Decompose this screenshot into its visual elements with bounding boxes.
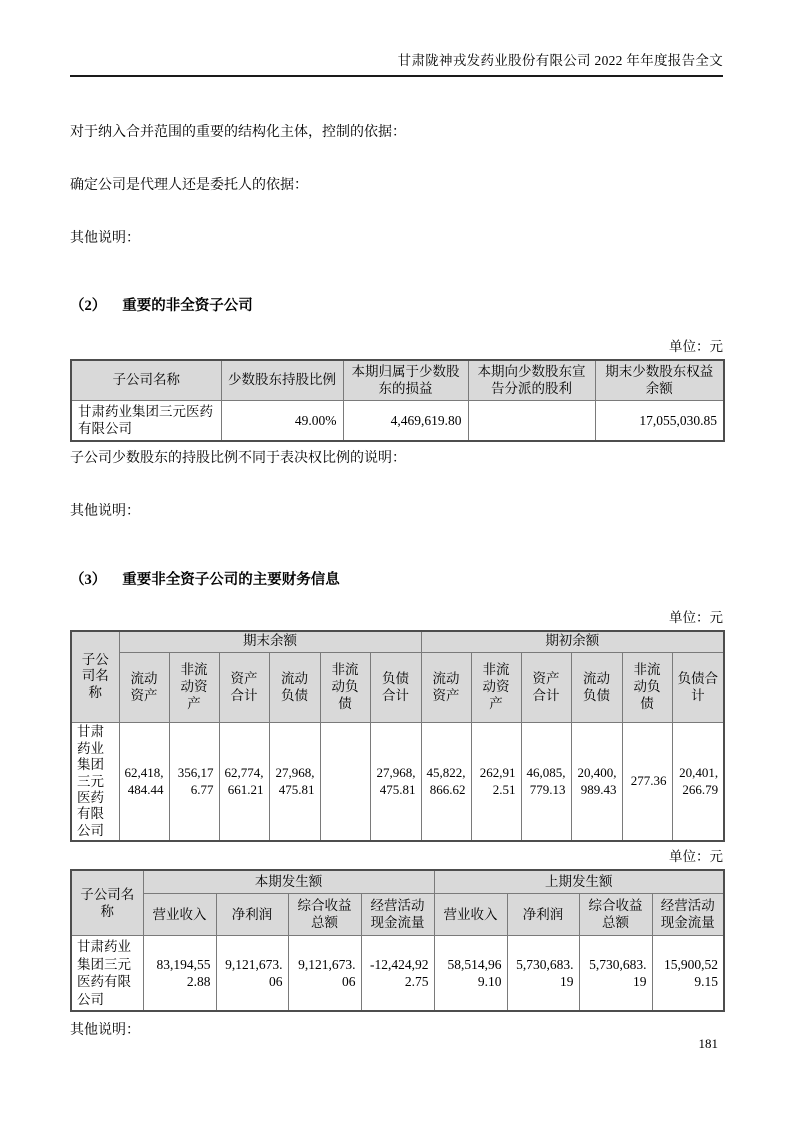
table3-subheader-net-profit-current: 净利润 <box>216 893 288 935</box>
table3-subheader-comprehensive-income-current: 综合收益总额 <box>288 893 361 935</box>
table1-cell-minority-pnl: 4,469,619.80 <box>343 400 468 441</box>
table3-cell-operating-cashflow-current: -12,424,922.75 <box>361 935 434 1011</box>
table1-cell-declared-dividend <box>468 400 595 441</box>
table1-header-row <box>71 360 724 401</box>
table3-cell-net-profit-prior: 5,730,683.19 <box>507 935 579 1011</box>
table3-data-row <box>71 935 724 1011</box>
table2-cell-current-liabilities-begin: 20,400,989.43 <box>571 723 622 842</box>
table2-subheader-noncurrent-liabilities-begin: 非流动负债 <box>622 653 672 723</box>
table3-corner-subsidiary-name: 子公司名称 <box>71 870 143 935</box>
table1-data-row <box>71 400 724 441</box>
table2-group-header-row <box>71 631 724 653</box>
table3-cell-operating-cashflow-prior: 15,900,529.15 <box>652 935 724 1011</box>
table1-cell-minority-ratio: 49.00% <box>221 400 343 441</box>
table1-header-minority-ratio: 少数股东持股比例 <box>221 360 343 401</box>
table2-cell-noncurrent-liabilities-begin: 277.36 <box>622 723 672 842</box>
table2-subheader-total-liabilities-end: 负债合计 <box>370 653 421 723</box>
table3-subheader-revenue-current: 营业收入 <box>143 893 216 935</box>
table3-cell-subsidiary-name: 甘肃药业集团三元医药有限公司 <box>71 935 143 1011</box>
paragraph-structured-entity-basis: 对于纳入合并范围的重要的结构化主体，控制的依据： <box>70 125 406 140</box>
table2-corner-subsidiary-name: 子公司名称 <box>71 631 119 723</box>
table3-cell-comprehensive-income-current: 9,121,673.06 <box>288 935 361 1011</box>
header-divider-line <box>70 75 723 77</box>
table2-cell-noncurrent-assets-begin: 262,912.51 <box>471 723 521 842</box>
table2-cell-total-assets-begin: 46,085,779.13 <box>521 723 571 842</box>
table3-cell-net-profit-current: 9,121,673.06 <box>216 935 288 1011</box>
financial-position-table <box>70 630 725 843</box>
table3-subheader-operating-cashflow-prior: 经营活动现金流量 <box>652 893 724 935</box>
table2-cell-current-assets-begin: 45,822,866.62 <box>421 723 471 842</box>
table1-cell-ending-equity: 17,055,030.85 <box>595 400 724 441</box>
table2-subheader-total-assets-end: 资产合计 <box>219 653 269 723</box>
table2-subheader-current-liabilities-begin: 流动负债 <box>571 653 622 723</box>
table2-cell-subsidiary-name: 甘肃药业集团三元医药有限公司 <box>71 723 119 842</box>
paragraph-other-notes-3: 其他说明： <box>70 1023 140 1039</box>
table1-header-declared-dividend: 本期向少数股东宣告分派的股利 <box>468 360 595 401</box>
table3-cell-revenue-current: 83,194,552.88 <box>143 935 216 1011</box>
table2-cell-total-liabilities-begin: 20,401,266.79 <box>672 723 724 842</box>
table1-cell-subsidiary-name: 甘肃药业集团三元医药有限公司 <box>71 400 221 441</box>
table2-cell-noncurrent-liabilities-end <box>320 723 370 842</box>
table2-data-row <box>71 723 724 842</box>
table3-cell-revenue-prior: 58,514,969.10 <box>434 935 507 1011</box>
table1-header-subsidiary-name: 子公司名称 <box>71 360 221 401</box>
table3-sub-header-row <box>71 893 724 935</box>
table2-cell-current-assets-end: 62,418,484.44 <box>119 723 169 842</box>
section-2-number: （2） <box>70 297 107 314</box>
table2-subheader-current-assets-begin: 流动资产 <box>421 653 471 723</box>
operating-results-table <box>70 869 725 1012</box>
non-wholly-owned-subsidiary-table <box>70 359 725 442</box>
table1-header-ending-equity: 期末少数股东权益余额 <box>595 360 724 401</box>
section-heading-2 <box>70 294 723 315</box>
table3-cell-comprehensive-income-prior: 5,730,683.19 <box>579 935 652 1011</box>
section-3-number: （3） <box>70 571 107 588</box>
table2-group-ending-balance: 期末余额 <box>119 631 421 653</box>
table2-subheader-noncurrent-liabilities-end: 非流动负债 <box>320 653 370 723</box>
section-2-title: 重要的非全资子公司 <box>122 297 253 314</box>
table2-cell-total-liabilities-end: 27,968,475.81 <box>370 723 421 842</box>
table2-subheader-current-assets-end: 流动资产 <box>119 653 169 723</box>
table2-sub-header-row <box>71 653 724 723</box>
table1-header-minority-pnl: 本期归属于少数股东的损益 <box>343 360 468 401</box>
table2-subheader-total-assets-begin: 资产合计 <box>521 653 571 723</box>
unit-label-1: 单位：元 <box>669 338 723 354</box>
table3-group-current-period: 本期发生额 <box>143 870 434 893</box>
table2-subheader-noncurrent-assets-end: 非流动资产 <box>169 653 219 723</box>
table2-cell-noncurrent-assets-end: 356,176.77 <box>169 723 219 842</box>
page-number: 181 <box>698 1036 718 1051</box>
table3-subheader-revenue-prior: 营业收入 <box>434 893 507 935</box>
table2-group-beginning-balance: 期初余额 <box>421 631 724 653</box>
table2-subheader-current-liabilities-end: 流动负债 <box>269 653 320 723</box>
table3-subheader-comprehensive-income-prior: 综合收益总额 <box>579 893 652 935</box>
table3-subheader-net-profit-prior: 净利润 <box>507 893 579 935</box>
paragraph-other-notes-2: 其他说明： <box>70 503 140 519</box>
report-header-title: 甘肃陇神戎发药业股份有限公司 2022 年年度报告全文 <box>397 53 723 68</box>
unit-label-2: 单位：元 <box>669 609 723 625</box>
table3-group-prior-period: 上期发生额 <box>434 870 724 893</box>
table3-group-header-row <box>71 870 724 893</box>
table2-subheader-noncurrent-assets-begin: 非流动资产 <box>471 653 521 723</box>
unit-label-3: 单位：元 <box>669 849 723 865</box>
paragraph-other-notes-1: 其他说明： <box>70 230 140 246</box>
section-3-title: 重要非全资子公司的主要财务信息 <box>122 571 340 588</box>
table2-subheader-total-liabilities-begin: 负债合计 <box>672 653 724 723</box>
table2-cell-current-liabilities-end: 27,968,475.81 <box>269 723 320 842</box>
table3-subheader-operating-cashflow-current: 经营活动现金流量 <box>361 893 434 935</box>
section-heading-3 <box>70 568 723 589</box>
paragraph-minority-voting-explanation: 子公司少数股东的持股比例不同于表决权比例的说明： <box>70 450 406 466</box>
paragraph-agent-or-principal-basis: 确定公司是代理人还是委托人的依据： <box>70 177 308 193</box>
table2-cell-total-assets-end: 62,774,661.21 <box>219 723 269 842</box>
